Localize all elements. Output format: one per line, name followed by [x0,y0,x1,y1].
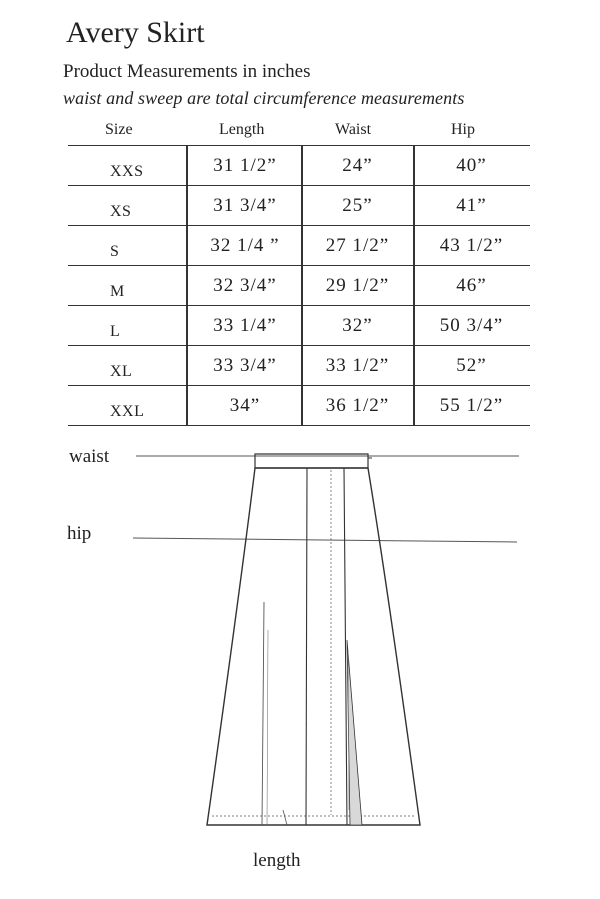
drape-fold-left [262,602,264,825]
cell-length: 33 1/4” [213,314,277,336]
column-divider [186,186,188,225]
cell-size: M [110,283,125,300]
page-title: Avery Skirt [66,16,205,49]
cell-hip: 40” [456,154,487,176]
hip-label: hip [67,523,92,544]
cell-length: 33 3/4” [213,354,277,376]
length-label: length [253,850,301,871]
column-divider [186,346,188,385]
cell-hip: 50 3/4” [439,314,504,336]
measurement-note: waist and sweep are total circumference measurements [63,88,465,108]
table-row [68,265,530,305]
cell-length: 31 1/2” [213,154,277,176]
cell-waist: 24” [342,154,373,176]
skirt-drawing [0,430,600,850]
column-divider [413,186,415,225]
column-divider [186,386,188,425]
cell-hip: 43 1/2” [439,234,504,256]
cell-waist: 25” [342,194,373,216]
cell-hip: 46” [456,274,487,296]
waist-label: waist [69,446,110,467]
cell-size: XL [110,363,133,380]
column-divider [186,266,188,305]
cell-waist: 27 1/2” [325,234,390,256]
cell-waist: 32” [342,314,373,336]
column-divider [186,226,188,265]
cell-waist: 29 1/2” [325,274,390,296]
cell-size: XXS [110,163,144,180]
header-hip: Hip [451,121,475,138]
table-row [68,385,530,426]
header-size: Size [105,121,133,138]
skirt-outline [207,468,420,825]
column-divider [413,146,415,185]
column-divider [301,386,303,425]
front-panel-seam-right [344,468,347,825]
column-divider [301,146,303,185]
column-divider [413,266,415,305]
cell-hip: 52” [456,354,487,376]
cell-length: 34” [229,394,261,416]
cell-size: XXL [110,403,145,420]
cell-size: XS [110,203,132,220]
cell-hip: 41” [456,194,487,216]
table-row [68,225,530,265]
column-divider [301,306,303,345]
header-waist: Waist [335,121,372,138]
table-row [68,305,530,345]
cell-waist: 33 1/2” [325,354,390,376]
header-length: Length [219,121,265,138]
column-divider [301,186,303,225]
column-divider [413,386,415,425]
table-row [68,145,530,185]
column-divider [413,346,415,385]
column-divider [186,146,188,185]
cell-length: 31 3/4” [213,194,277,216]
hip-guide-line [133,538,517,542]
table-row [68,345,530,385]
cell-length: 32 1/4 ” [210,234,280,256]
column-divider [413,226,415,265]
cell-hip: 55 1/2” [439,394,504,416]
cell-size: S [110,243,120,260]
cell-waist: 36 1/2” [325,394,390,416]
column-divider [413,306,415,345]
front-panel-seam-left [306,468,307,825]
column-divider [301,346,303,385]
cell-length: 32 3/4” [213,274,277,296]
column-divider [186,306,188,345]
slit-facing [347,640,362,825]
page-subtitle: Product Measurements in inches [63,61,311,82]
cell-size: L [110,323,121,340]
column-divider [301,266,303,305]
column-divider [301,226,303,265]
table-row [68,185,530,225]
